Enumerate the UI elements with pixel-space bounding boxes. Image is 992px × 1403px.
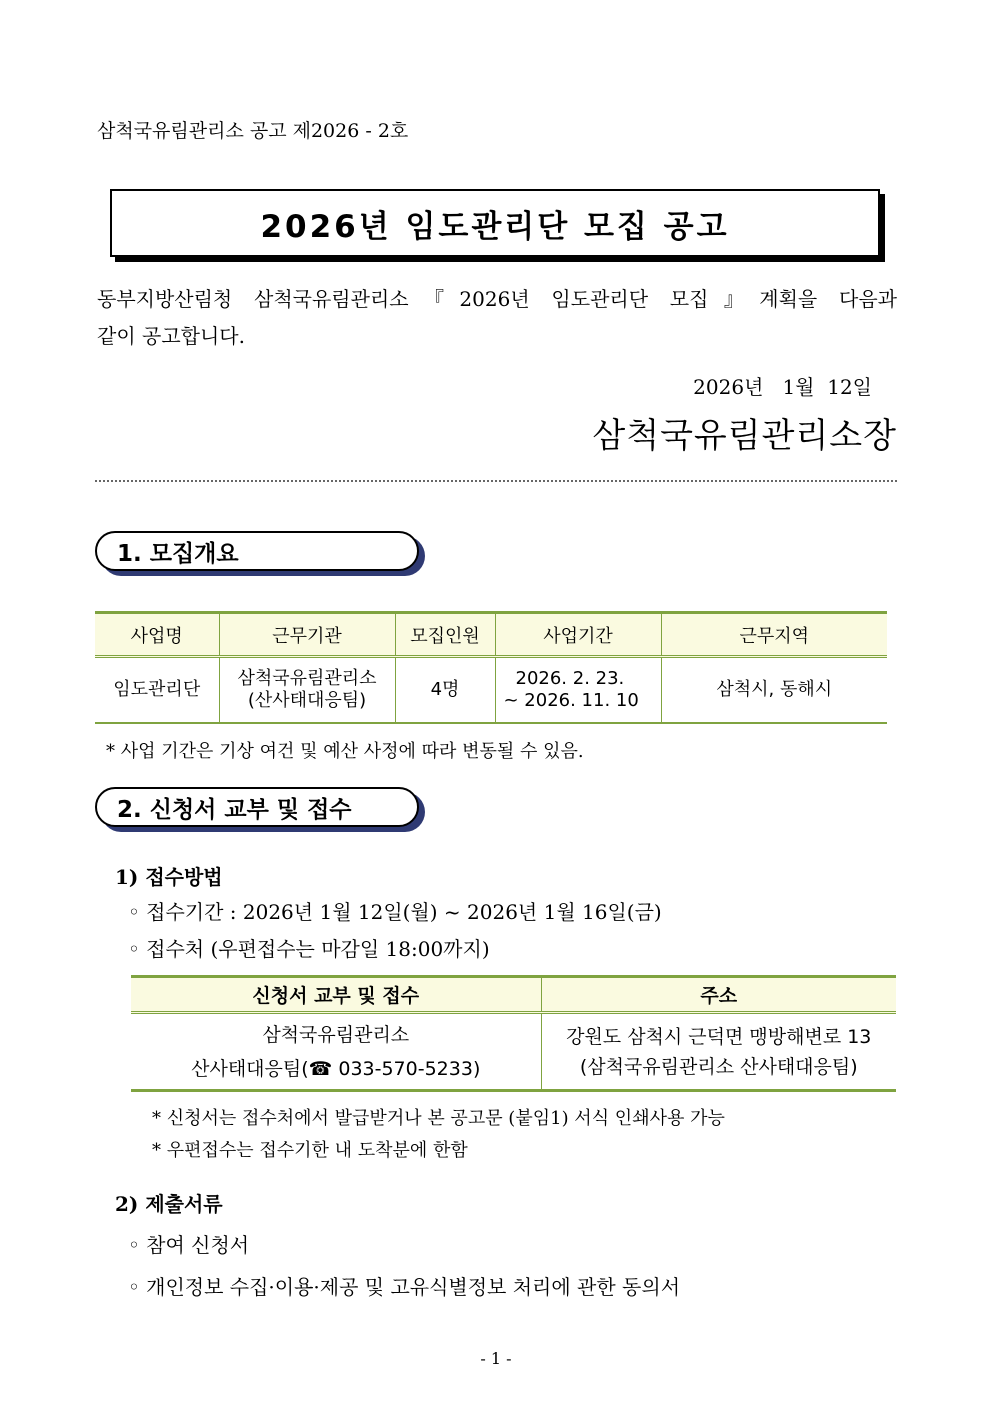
overview-header-row [95, 613, 887, 657]
reception-place: ◦ 접수처 (우편접수는 마감일 18:00까지) [128, 937, 490, 961]
header-cell: 근무기관 [219, 613, 395, 657]
table-row [131, 1013, 896, 1091]
section-1-heading-text: 1. 모집개요 [117, 540, 239, 567]
overview-table [95, 611, 887, 724]
intro-line-2: 같이 공고합니다. [97, 324, 245, 348]
reception-note-2: * 우편접수는 접수기한 내 도착분에 한함 [152, 1140, 468, 1161]
title-box [110, 189, 880, 257]
header-cell: 신청서 교부 및 접수 [131, 977, 541, 1013]
documents-heading: 2) 제출서류 [115, 1192, 223, 1216]
document-item: ◦ 개인정보 수집·이용·제공 및 고유식별정보 처리에 관한 동의서 [128, 1275, 681, 1299]
header-cell: 근무지역 [661, 613, 887, 657]
reception-note-1: * 신청서는 접수처에서 발급받거나 본 공고문 (붙임1) 서식 인쇄사용 가능 [152, 1108, 725, 1129]
organization-line: 삼척국유림관리소 [237, 667, 377, 689]
organization-line: (산사태대응팀) [247, 689, 367, 711]
header-cell: 주소 [541, 977, 896, 1013]
issuer-name: 삼척국유림관리소장 [592, 416, 897, 456]
notice-number: 삼척국유림관리소 공고 제2026 - 2호 [97, 120, 409, 142]
address-cell [541, 1013, 896, 1091]
table-row [95, 657, 887, 723]
address-line: 강원도 삼척시 근덕면 맹방해변로 13 [566, 1025, 872, 1048]
intro-line-1: 동부지방산림청 삼척국유림관리소『2026년 임도관리단 모집』계획을 다음과 [97, 287, 897, 311]
overview-note: * 사업 기간은 기상 여건 및 예산 사정에 따라 변동될 수 있음. [106, 741, 584, 762]
page-number: - 1 - [480, 1349, 512, 1368]
organization-cell [219, 657, 395, 723]
work-region-cell: 삼척시, 동해시 [661, 657, 887, 723]
notice-date: 2026년 1월 12일 [693, 375, 872, 399]
period-end: ~ 2026. 11. 10 [503, 689, 639, 711]
reception-method-heading: 1) 접수방법 [115, 865, 223, 889]
reception-office-cell [131, 1013, 541, 1091]
document-item: ◦ 참여 신청서 [128, 1233, 250, 1257]
section-1-heading [95, 531, 419, 571]
project-name-cell: 임도관리단 [95, 657, 219, 723]
recruit-count-cell: 4명 [395, 657, 495, 723]
address-line: (삼척국유림관리소 산사태대응팀) [579, 1055, 858, 1078]
header-cell: 모집인원 [395, 613, 495, 657]
period-start: 2026. 2. 23. [515, 667, 625, 689]
header-cell: 사업명 [95, 613, 219, 657]
office-name: 삼척국유림관리소 [262, 1023, 410, 1046]
office-contact: 산사태대응팀(☎ 033-570-5233) [191, 1057, 481, 1080]
reception-header-row [131, 977, 896, 1013]
reception-table [131, 975, 896, 1092]
project-period-cell [495, 657, 661, 723]
dotted-divider [95, 480, 897, 482]
reception-period: ◦ 접수기간 : 2026년 1월 12일(월) ~ 2026년 1월 16일(금) [128, 900, 662, 924]
section-2-heading-text: 2. 신청서 교부 및 접수 [117, 796, 352, 823]
header-cell: 사업기간 [495, 613, 661, 657]
page-title: 2026년 임도관리단 모집 공고 [260, 208, 730, 245]
section-2-heading [95, 787, 419, 827]
